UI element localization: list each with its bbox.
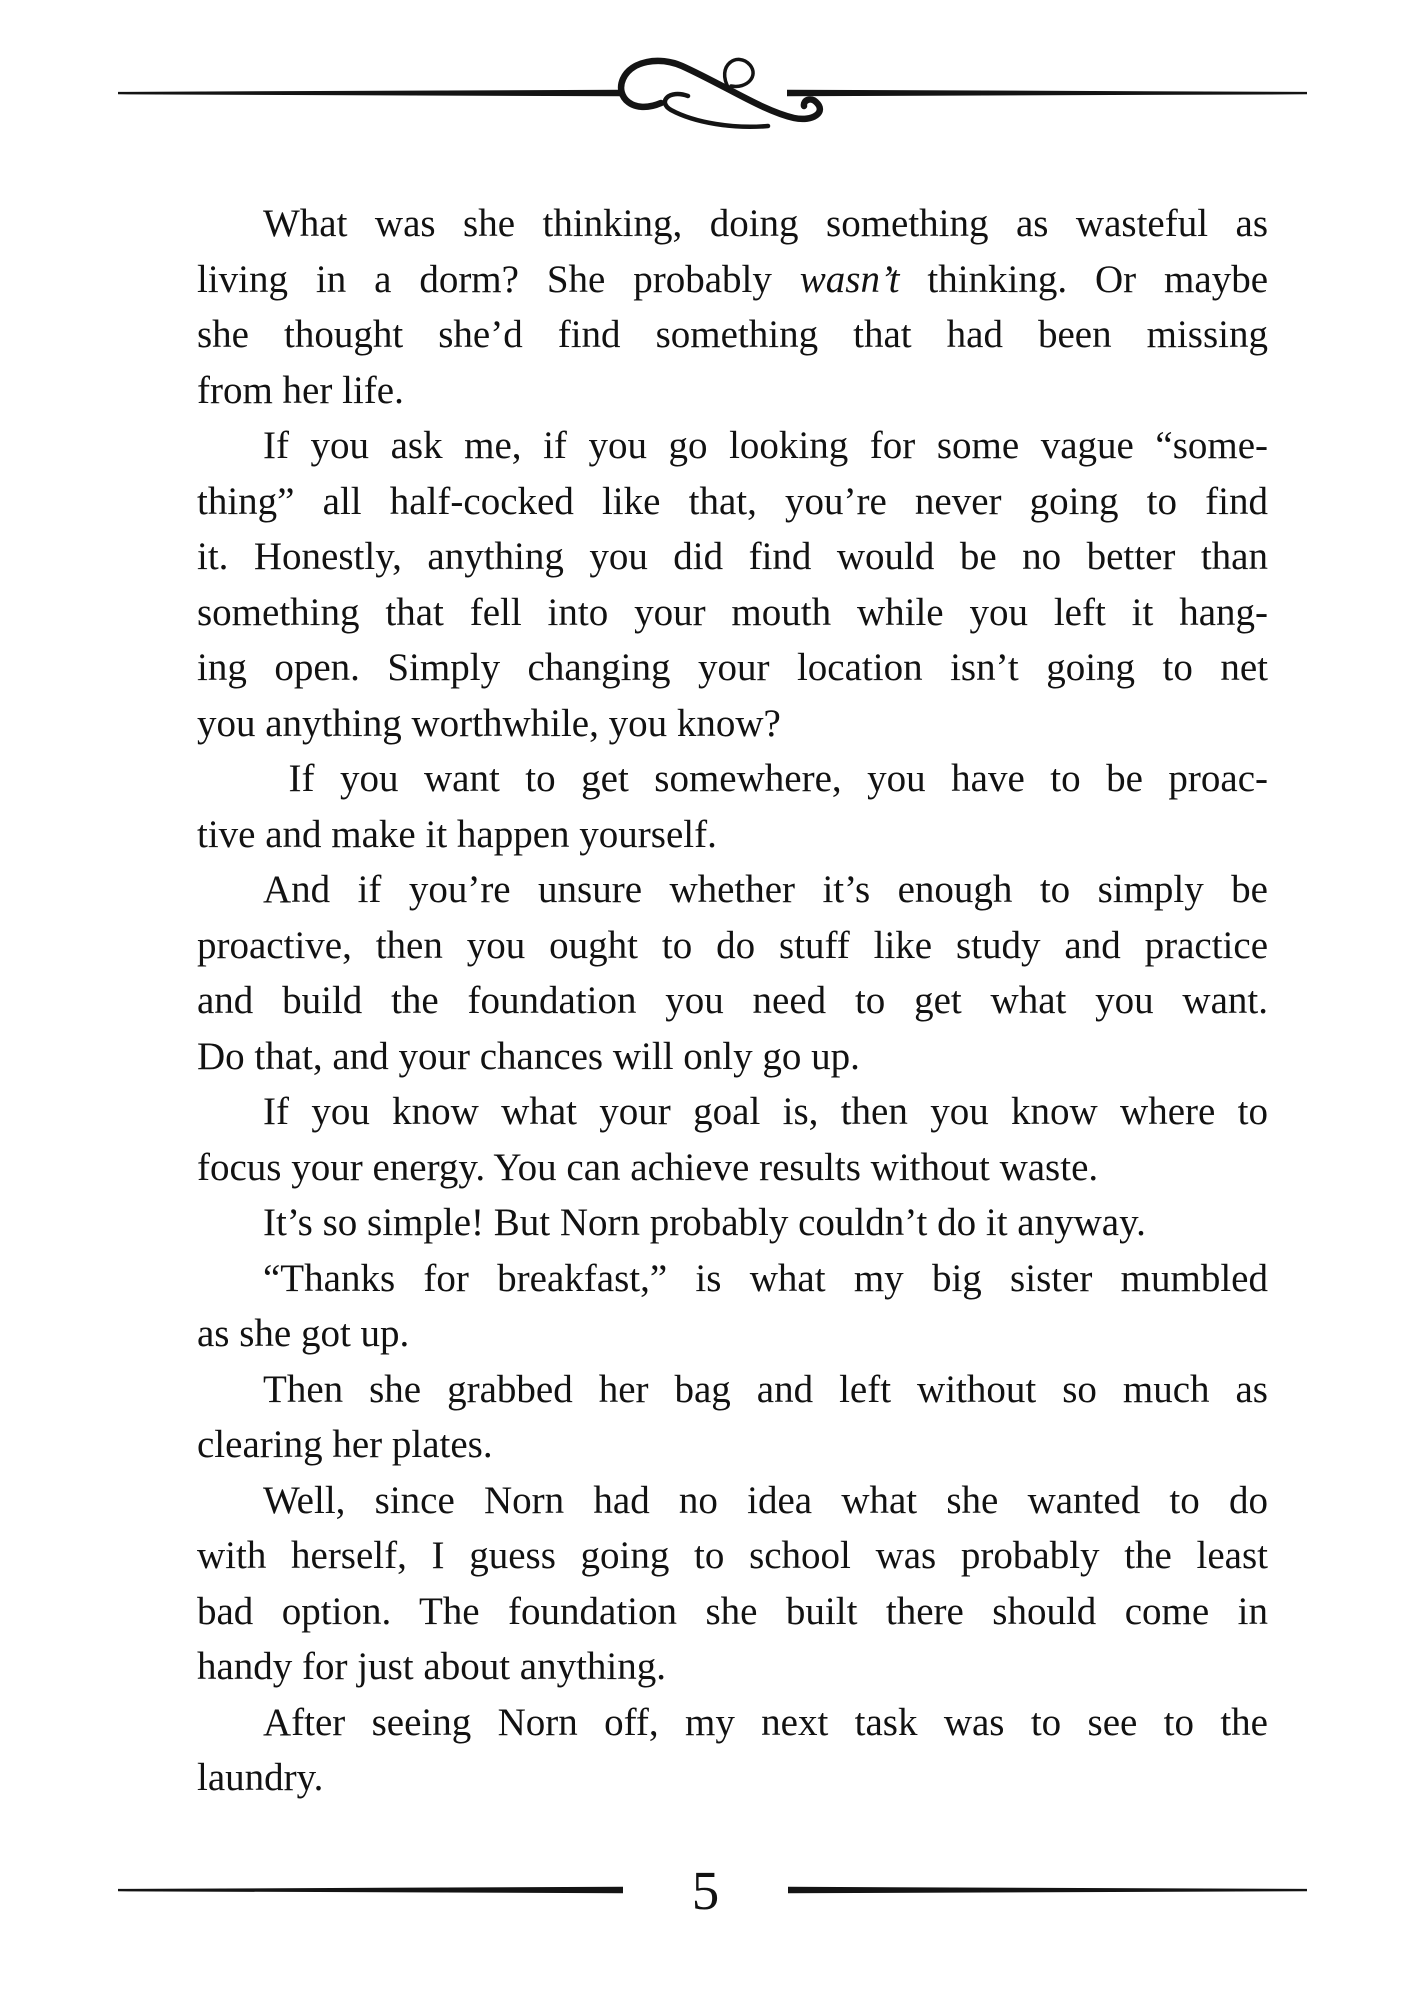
text-line: bad option. The foundation she built there should come in [197, 1589, 1268, 1633]
text-line: What was she thinking, doing something as wasteful as [263, 202, 1268, 245]
text-line: After seeing Norn off, my next task was to see to the [263, 1700, 1268, 1744]
header-divider [118, 53, 1307, 137]
text-line: If you know what your goal is, then you know where to [263, 1090, 1268, 1133]
text-line: something that fell into your mouth while you left it hang- [197, 590, 1268, 634]
text-line: focus your energy. You can achieve results without waste. [197, 1145, 1099, 1189]
header-rule-left [118, 90, 622, 97]
paragraph [197, 1473, 1268, 1695]
text-line: clearing her plates. [197, 1423, 493, 1466]
text-line: tive and make it happen yourself. [197, 812, 717, 856]
paragraph [197, 1195, 1268, 1251]
paragraph [197, 751, 1268, 862]
footer-rule-left [118, 1887, 623, 1893]
text-line: you anything worthwhile, you know? [197, 701, 781, 745]
paragraph [197, 1695, 1268, 1806]
text-line: from her life. [197, 368, 404, 412]
text-line: laundry. [197, 1756, 324, 1799]
text-line: And if you’re unsure whether it’s enough to simply be [263, 868, 1268, 911]
text-line: Then she grabbed her bag and left without so much as [263, 1367, 1268, 1411]
text-line: she thought she’d find something that had been missing [197, 313, 1268, 356]
text-line: proactive, then you ought to do stuff like study and practice [197, 923, 1268, 967]
paragraph [197, 1084, 1268, 1195]
text-line: “Thanks for breakfast,” is what my big sister mumbled [263, 1256, 1268, 1300]
page-number: 5 [691, 1860, 720, 1921]
text-line: with herself, I guess going to school was probably the least [197, 1534, 1268, 1577]
paragraph [197, 418, 1268, 751]
header-rule-right [787, 90, 1307, 97]
text-line: If you ask me, if you go looking for some vague “some- [263, 424, 1268, 467]
paragraph [197, 862, 1268, 1084]
footer-rule-right [788, 1887, 1307, 1893]
paragraph [197, 196, 1268, 418]
paragraph [197, 1251, 1268, 1362]
text-line: it. Honestly, anything you did find would be no better than [197, 535, 1268, 578]
text-line: ing open. Simply changing your location isn’t going to net [197, 646, 1268, 689]
text-line: as she got up. [197, 1312, 410, 1355]
page-text [197, 196, 1268, 1806]
flourish-divider-icon [118, 53, 1307, 137]
paragraph [197, 1362, 1268, 1473]
text-line: and build the foundation you need to get what you want. [197, 979, 1268, 1022]
text-line: If you want to get somewhere, you have to be proac- [263, 757, 1269, 800]
text-line: living in a dorm? She probably wasn’t thinking. Or maybe [197, 257, 1268, 301]
text-line: Do that, and your chances will only go up. [197, 1034, 860, 1078]
text-line: thing” all half-cocked like that, you’re never going to find [197, 479, 1268, 523]
text-line: Well, since Norn had no idea what she wanted to do [263, 1478, 1268, 1522]
text-line: handy for just about anything. [197, 1645, 667, 1688]
text-line: It’s so simple! But Norn probably couldn’t do it anyway. [263, 1201, 1146, 1244]
